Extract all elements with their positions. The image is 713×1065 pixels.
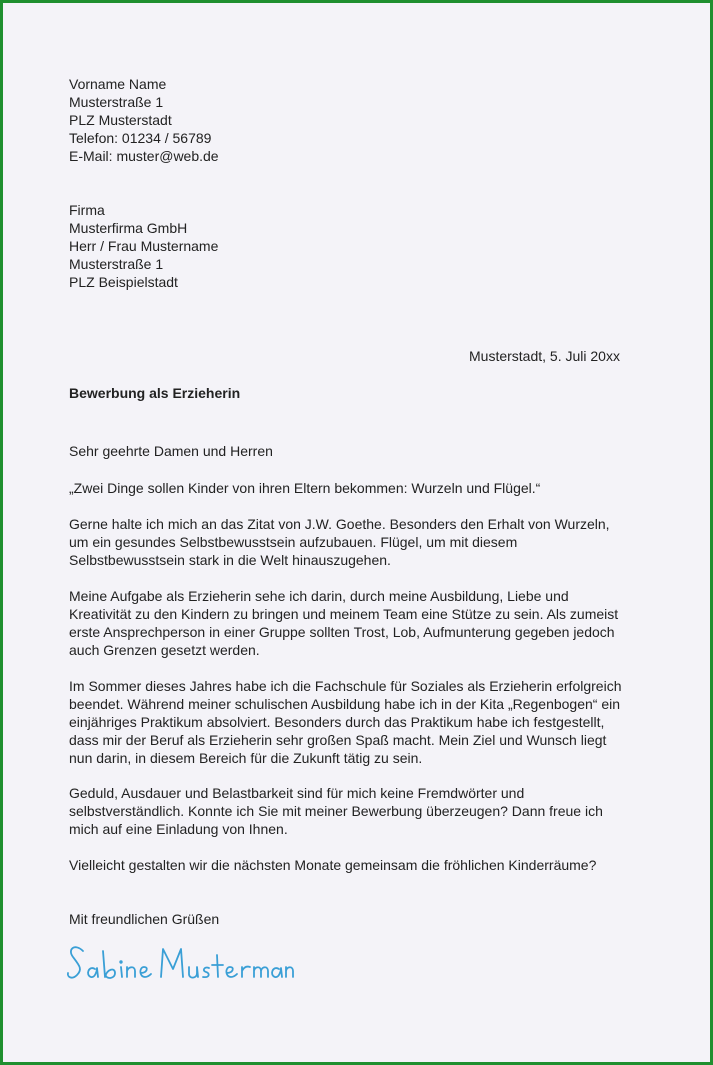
recipient-company: Musterfirma GmbH <box>69 220 188 236</box>
letter-date: Musterstadt, 5. Juli 20xx <box>469 348 620 364</box>
paragraph-line: nun darin, in diesem Bereich für die Zukunft tätig zu sein. <box>69 750 423 766</box>
sender-email: E-Mail: muster@web.de <box>69 148 219 164</box>
paragraph-outlook <box>69 856 639 874</box>
paragraph-line: Im Sommer dieses Jahres habe ich die Fachschule für Soziales als Erzieherin erfolgreich <box>69 678 622 694</box>
recipient-address-block <box>69 201 218 291</box>
recipient-street: Musterstraße 1 <box>69 256 164 272</box>
paragraph-line: Vielleicht gestalten wir die nächsten Monate gemeinsam die fröhlichen Kinderräume? <box>69 857 597 873</box>
paragraph-line: dass mir der Beruf als Erzieherin sehr großen Spaß macht. Mein Ziel und Wunsch liegt <box>69 732 607 748</box>
sender-address-block <box>69 75 219 165</box>
paragraph-education <box>69 677 639 767</box>
paragraph-line: erste Ansprechperson in einer Gruppe sollten Trost, Lob, Aufmunterung gegeben jedoch <box>69 624 615 640</box>
paragraph-line: Geduld, Ausdauer und Belastbarkeit sind für mich keine Fremdwörter und <box>69 785 525 801</box>
paragraph-line: „Zwei Dinge sollen Kinder von ihren Eltern bekommen: Wurzeln und Flügel.“ <box>69 480 541 496</box>
sender-city: PLZ Musterstadt <box>69 112 172 128</box>
recipient-contact: Herr / Frau Mustername <box>69 238 219 254</box>
recipient-label: Firma <box>69 202 105 218</box>
paragraph-line: selbstverständlich. Konnte ich Sie mit meiner Bewerbung überzeugen? Dann freue ich <box>69 803 603 819</box>
paragraph-line: Selbstbewusstsein stark in die Welt hinauszugehen. <box>69 552 391 568</box>
letter-subject: Bewerbung als Erzieherin <box>69 385 241 401</box>
paragraph-role <box>69 587 639 659</box>
paragraph-line: einjähriges Praktikum absolviert. Besonders durch das Praktikum habe ich festgestellt, <box>69 714 605 730</box>
paragraph-line: um ein gesundes Selbstbewusstsein aufzubauen. Flügel, um mit diesem <box>69 534 518 550</box>
sender-street: Musterstraße 1 <box>69 94 164 110</box>
handwritten-signature <box>65 933 295 993</box>
letter-salutation: Sehr geehrte Damen und Herren <box>69 443 273 459</box>
paragraph-qualities <box>69 784 639 838</box>
paragraph-line: Meine Aufgabe als Erzieherin sehe ich darin, durch meine Ausbildung, Liebe und <box>69 588 569 604</box>
paragraph-line: Kreativität zu den Kindern zu bringen und meinem Team eine Stütze zu sein. Als zumeist <box>69 606 619 622</box>
paragraph-line: mich auf eine Einladung von Ihnen. <box>69 821 288 837</box>
paragraph-goethe <box>69 515 639 569</box>
paragraph-line: beendet. Während meiner schulischen Ausbildung habe ich in der Kita „Regenbogen“ ein <box>69 696 621 712</box>
paragraph-line: Gerne halte ich mich an das Zitat von J.W. Goethe. Besonders den Erhalt von Wurzeln, <box>69 516 610 532</box>
sender-name: Vorname Name <box>69 76 167 92</box>
recipient-city: PLZ Beispielstadt <box>69 274 178 290</box>
paragraph-line: auch Grenzen gesetzt werden. <box>69 642 260 658</box>
letter-closing: Mit freundlichen Grüßen <box>69 911 220 927</box>
sender-phone: Telefon: 01234 / 56789 <box>69 130 212 146</box>
paragraph-quote <box>69 479 639 497</box>
